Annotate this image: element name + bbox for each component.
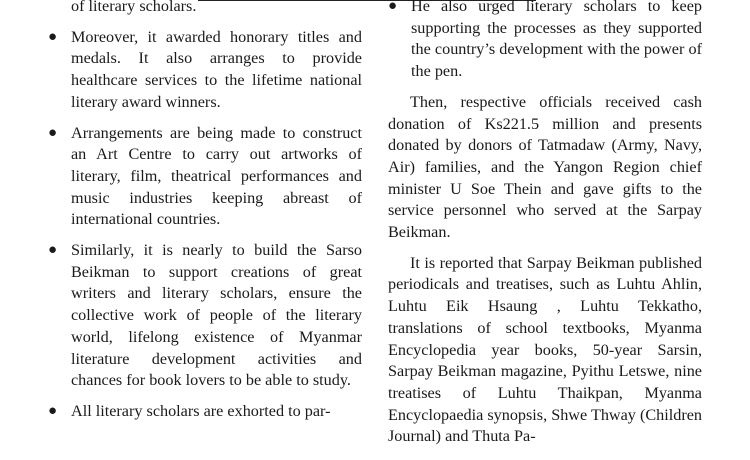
- list-item: [48, 240, 362, 392]
- body-paragraph: Then, respective officials received cash donation of Ks221.5 million and presents donated by donors of Tatmadaw (Army, Navy, Air) families, and the Yangon Region chief minister U Soe Thein and gave gifts to the service personnel who served at the Sarpay Beikman.: [388, 92, 702, 242]
- bullet-icon: ●: [48, 28, 58, 45]
- bullet-icon: ●: [48, 402, 58, 419]
- bullet-icon: ●: [388, 0, 398, 14]
- list-item: [48, 123, 362, 232]
- list-item-text: All literary scholars are exhorted to par-: [71, 401, 331, 420]
- list-item: [388, 0, 702, 83]
- left-column: [48, 0, 362, 423]
- list-item-text: He also urged literary scholars to keep supporting the processes as they supported the country’s development with the power of the pen.: [411, 0, 702, 81]
- continued-bullet-text: of literary scholars.: [71, 0, 197, 15]
- list-item: [48, 27, 362, 114]
- list-item-text: Arrangements are being made to construct an Art Centre to carry out artworks of literary, film, theatrical performances and music industries keeping abreast of international countries.: [71, 123, 362, 229]
- right-column: [388, 0, 702, 448]
- body-paragraph: It is reported that Sarpay Beikman published periodicals and treatises, such as Luhtu Ahlin, Luhtu Eik Hsaung , Luhtu Tekkatho, translations of school textbooks, Myanma Encyclopedia year books, 50-year Sarsin, Sarpay Beikman magazine, Pyithu Letswe, nine treatises of Luhtu Thaikpan, Myanma Encyclopaedia synopsis, Shwe Thway (Children Journal) and Thuta Pa-: [388, 253, 702, 446]
- list-item-text: Moreover, it awarded honorary titles and medals. It also arranges to provide healthcare services to the lifetime national literary award winners.: [71, 27, 362, 111]
- list-item-text: Similarly, it is nearly to build the Sarso Beikman to support creations of great writers and literary scholars, ensure the collective work of people of the literary world, lifelong existence of Myanmar literature development activities and chances for book lovers to be able to study.: [71, 241, 362, 390]
- bullet-icon: ●: [48, 242, 58, 259]
- list-item: [48, 401, 362, 423]
- bullet-icon: ●: [48, 124, 58, 141]
